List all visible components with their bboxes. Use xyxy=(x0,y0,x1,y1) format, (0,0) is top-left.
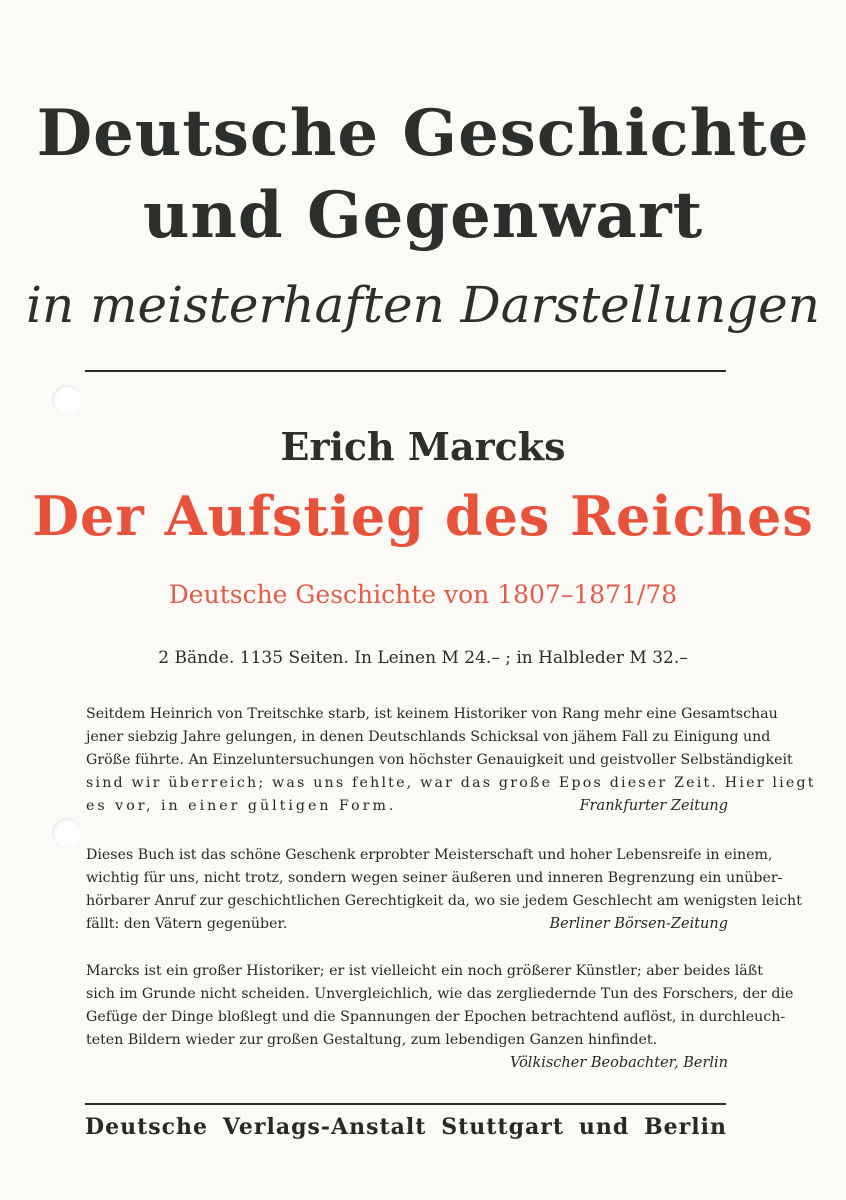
punch-hole-top xyxy=(52,385,82,415)
series-title-line-1: Deutsche Geschichte xyxy=(36,96,810,171)
review-line: teten Bildern wieder zur großen Gestaltung, zum lebendigen Ganzen hinfindet. xyxy=(86,1032,658,1048)
header-divider xyxy=(85,370,726,372)
review-line: Größe führte. An Einzeluntersuchungen von höchster Genauigkeit und geistvoller Selbständigkeit xyxy=(86,752,793,768)
review-line-last: fällt: den Vätern gegenüber. xyxy=(86,916,288,932)
book-title: Der Aufstieg des Reiches xyxy=(32,484,814,548)
publisher-word: Deutsche xyxy=(85,1114,209,1140)
review-beobachter xyxy=(86,960,794,1075)
review-source: Völkischer Beobachter, Berlin xyxy=(509,1055,728,1071)
footer-divider xyxy=(85,1103,726,1105)
review-line: hörbarer Anruf zur geschichtlichen Gerechtigkeit da, wo sie jedem Geschlecht am wenigsten leicht xyxy=(86,893,802,909)
book-subtitle: Deutsche Geschichte von 1807–1871/78 xyxy=(168,580,678,609)
review-line: Dieses Buch ist das schöne Geschenk erprobter Meisterschaft und hoher Lebensreife in einem, xyxy=(86,847,773,863)
publisher-imprint xyxy=(85,1114,727,1140)
series-title-line-2: und Gegenwart xyxy=(142,178,704,253)
review-line: wichtig für uns, nicht trotz, sondern wegen seiner äußeren und inneren Begrenzung ein unüber- xyxy=(86,870,783,886)
edition-info: 2 Bände. 1135 Seiten. In Leinen M 24.– ; in Halbleder M 32.– xyxy=(158,648,688,668)
review-line: sich im Grunde nicht scheiden. Unvergleichlich, wie das zergliedernde Tun des Forschers, der die xyxy=(86,986,794,1002)
review-line: sind wir überreich; was uns fehlte, war das große Epos dieser Zeit. Hier liegt xyxy=(86,775,816,791)
review-frankfurter xyxy=(86,703,816,818)
review-line: Gefüge der Dinge bloßlegt und die Spannungen der Epochen betrachtend auflöst, in durchleuch- xyxy=(86,1009,786,1025)
review-line: jener siebzig Jahre gelungen, in denen Deutschlands Schicksal von jähem Fall zu Einigung und xyxy=(86,729,771,745)
review-source: Berliner Börsen-Zeitung xyxy=(549,916,728,932)
publisher-word: und xyxy=(578,1114,630,1140)
review-source: Frankfurter Zeitung xyxy=(579,798,728,814)
review-line-last: es vor, in einer gültigen Form. xyxy=(86,798,397,814)
publisher-word: Verlags-Anstalt xyxy=(222,1114,427,1140)
review-boersen xyxy=(86,844,802,936)
punch-hole-bottom xyxy=(52,818,82,848)
series-title-line-3: in meisterhaften Darstellungen xyxy=(26,276,820,334)
book-author: Erich Marcks xyxy=(280,424,566,469)
review-line: Marcks ist ein großer Historiker; er ist vielleicht ein noch größerer Künstler; aber beides läßt xyxy=(86,963,763,979)
review-line: Seitdem Heinrich von Treitschke starb, ist keinem Historiker von Rang mehr eine Gesamtschau xyxy=(86,706,778,722)
publisher-word: Stuttgart xyxy=(441,1114,565,1140)
publisher-word: Berlin xyxy=(644,1114,727,1140)
